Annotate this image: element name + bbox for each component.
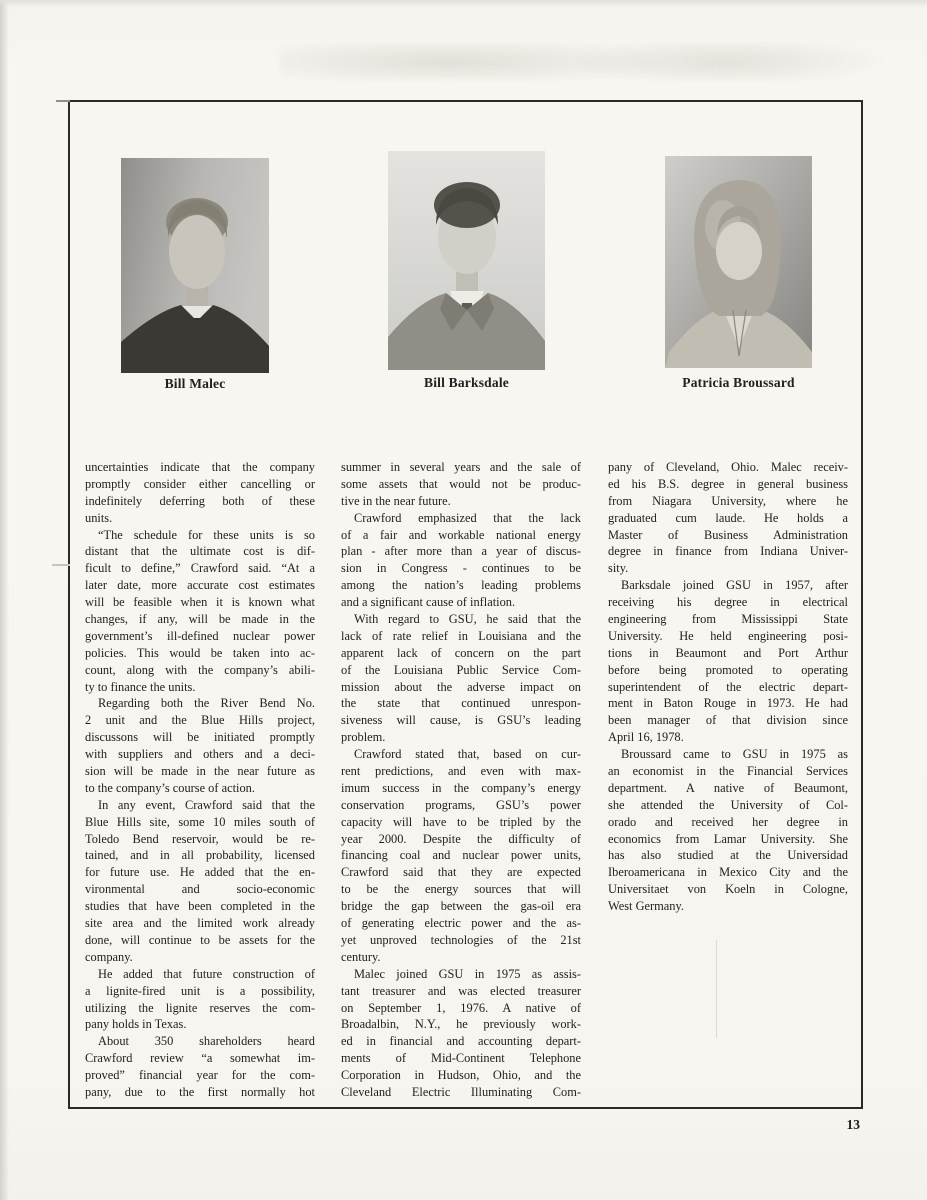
text-line: site area and the limited work already	[85, 916, 315, 931]
text-line: degree in finance from Indiana Univer-	[608, 544, 848, 559]
text-line: He added that future construction of	[98, 966, 315, 981]
text-line: problem.	[341, 730, 386, 745]
text-line: Toledo Bend reservoir, would be re-	[85, 831, 315, 846]
text-line: count, along with the company’s abili-	[85, 662, 315, 677]
text-line: 2 unit and the Blue Hills project,	[85, 713, 315, 728]
text-line: mission about the adverse impact on	[341, 679, 581, 694]
portrait-photo	[121, 158, 269, 373]
text-line: a lignite-fired unit is a possibility,	[85, 983, 315, 998]
text-line: conservation programs, GSU’s power	[341, 797, 581, 812]
bleed-through-smudge	[280, 44, 880, 80]
text-line: pany holds in Texas.	[85, 1017, 187, 1032]
text-line: Corporation in Hudson, Ohio, and the	[341, 1068, 581, 1083]
text-line: ficult to define,” Crawford said. “At a	[85, 561, 315, 576]
text-line: pany, due to the first normally hot	[85, 1084, 315, 1099]
text-line: she attended the University of Col-	[608, 797, 848, 812]
text-line: Broussard came to GSU in 1975 as	[621, 747, 848, 762]
text-line: on September 1, 1976. A native of	[341, 1000, 581, 1015]
text-column-1	[85, 459, 315, 1101]
text-line: apparent lack of concern on the part	[341, 645, 581, 660]
text-line: an economist in the Financial Services	[608, 764, 848, 779]
text-line: studies that have been completed in the	[85, 899, 315, 914]
text-line: for future use. He added that the en-	[85, 865, 315, 880]
text-line: tions in Beaumont and Port Arthur	[608, 645, 848, 660]
text-line: capacity will have to be tripled by the	[341, 814, 581, 829]
text-line: some assets that would not be produc-	[341, 476, 581, 491]
text-line: of the Louisiana Public Service Com-	[341, 662, 581, 677]
text-line: Crawford review “a somewhat im-	[85, 1051, 315, 1066]
text-line: ments of Mid-Continent Telephone	[341, 1051, 581, 1066]
text-line: ed his B.S. degree in general business	[608, 476, 848, 491]
text-line: Iberoamericana in Mexico City and the	[608, 865, 848, 880]
text-line: with suppliers and others and a deci-	[85, 747, 315, 762]
text-line: University. He held engineering posi-	[608, 628, 848, 643]
text-line: sion will be made in the near future as	[85, 764, 315, 779]
text-line: been manager of that division since	[608, 713, 848, 728]
text-line: Crawford said that they are expected	[341, 865, 581, 880]
photo-caption: Bill Barksdale	[424, 375, 509, 390]
text-column-2	[341, 459, 581, 1101]
content-border-box	[68, 100, 863, 1109]
text-line: siveness will cause, is GSU’s leading	[341, 713, 581, 728]
text-line: sity.	[608, 561, 629, 576]
text-line: discussons will be initiated promptly	[85, 730, 315, 745]
scan-artifact-tick	[56, 100, 70, 102]
text-line: to the company’s course of action.	[85, 780, 255, 795]
text-line: About 350 shareholders heard	[98, 1034, 315, 1049]
photo-caption: Patricia Broussard	[682, 375, 795, 390]
text-line: Master of Business Administration	[608, 527, 848, 542]
text-line: Malec joined GSU in 1975 as assis-	[354, 966, 581, 981]
text-line: In any event, Crawford said that the	[98, 797, 315, 812]
text-line: among the nation’s leading problems	[341, 578, 581, 593]
text-line: vironmental and socio-economic	[85, 882, 315, 897]
text-line: With regard to GSU, he said that the	[354, 612, 581, 627]
photo-caption: Bill Malec	[164, 376, 226, 391]
text-line: Broadalbin, N.Y., he previously work-	[341, 1017, 581, 1032]
scan-edge-shadow-left	[0, 0, 9, 1200]
text-line: distant that the ultimate cost is dif-	[85, 544, 315, 559]
text-line: from Niagara University, where he	[608, 493, 848, 508]
text-line: summer in several years and the sale of	[341, 460, 581, 474]
scan-edge-shadow-top	[0, 0, 927, 7]
text-line: Regarding both the River Bend No.	[98, 696, 315, 711]
text-line: lack of rate relief in Louisiana and the	[341, 628, 581, 643]
text-line: units.	[85, 510, 113, 525]
text-line: imum success in the company’s energy	[341, 780, 581, 795]
text-line: the state that continued unrespon-	[341, 696, 581, 711]
scan-artifact-tick	[52, 564, 70, 566]
text-line: done, will continue to be assets for the	[85, 932, 315, 947]
text-line: year 2000. Despite the difficulty of	[341, 831, 581, 846]
portrait-photo	[665, 156, 812, 368]
portrait-bill-malec	[121, 158, 269, 391]
text-line: receiving his degree in electrical	[608, 595, 848, 610]
text-line: Universitaet von Koeln in Cologne,	[608, 882, 848, 897]
text-line: of a fair and workable national energy	[341, 527, 581, 542]
text-line: of generating electric power and the as-	[341, 916, 581, 931]
page-number: 13	[846, 1117, 860, 1132]
text-line: yet unproved technologies of the 21st	[341, 932, 581, 947]
text-line: orado and received her degree in	[608, 814, 848, 829]
text-line: sion in Congress - continues to be	[341, 561, 581, 576]
text-line: Crawford stated that, based on cur-	[354, 747, 581, 762]
portrait-bill-barksdale	[388, 151, 545, 390]
text-line: Barksdale joined GSU in 1957, after	[621, 578, 848, 593]
text-line: bridge the gap between the gas-oil era	[341, 899, 581, 914]
text-line: Blue Hills site, some 10 miles south of	[85, 814, 315, 829]
text-line: uncertainties indicate that the company	[85, 460, 315, 474]
text-line: department. A native of Beaumont,	[608, 780, 848, 795]
text-line: April 16, 1978.	[608, 730, 684, 745]
text-line: later date, more accurate cost estimates	[85, 578, 315, 593]
text-line: and a significant cause of inflation.	[341, 595, 516, 610]
text-line: promptly consider either cancelling or	[85, 476, 315, 491]
text-line: to be the energy sources that will	[341, 882, 581, 897]
text-line: ty to finance the units.	[85, 679, 196, 694]
text-line: utilizing the lignite reserves the com-	[85, 1000, 315, 1015]
text-line: will be feasible when it is known what	[85, 595, 315, 610]
scan-artifact-scratch	[716, 940, 717, 1038]
text-line: financing coal and nuclear power units,	[341, 848, 581, 863]
text-line: Cleveland Electric Illuminating Com-	[341, 1084, 581, 1099]
text-column-3	[608, 459, 848, 915]
portrait-patricia-broussard	[665, 156, 812, 390]
text-line: ment in Baton Rouge in 1973. He had	[608, 696, 848, 711]
text-line: government’s ill-defined nuclear power	[85, 628, 315, 643]
portrait-photo	[388, 151, 545, 370]
text-line: plan - after more than a year of discus-	[341, 544, 581, 559]
text-line: tant treasurer and was elected treasurer	[341, 983, 581, 998]
text-line: before being promoted to operating	[608, 662, 848, 677]
text-line: “The schedule for these units is so	[98, 527, 315, 542]
text-line: proved” financial year for the com-	[85, 1068, 315, 1083]
text-line: pany of Cleveland, Ohio. Malec receiv-	[608, 460, 848, 474]
text-line: economics from Lamar University. She	[608, 831, 848, 846]
text-line: tained, and in all probability, licensed	[85, 848, 315, 863]
text-line: company.	[85, 949, 133, 964]
text-line: changes, if any, will be made in the	[85, 612, 315, 627]
text-line: West Germany.	[608, 899, 684, 914]
text-line: Crawford emphasized that the lack	[354, 510, 581, 525]
text-line: century.	[341, 949, 381, 964]
text-line: tive in the near future.	[341, 493, 451, 508]
text-line: graduated cum laude. He holds a	[608, 510, 848, 525]
text-line: indefinitely deferring both of these	[85, 493, 315, 508]
text-line: ed in financial and accounting depart-	[341, 1034, 581, 1049]
text-line: has also studied at the Universidad	[608, 848, 848, 863]
text-line: engineering from Mississippi State	[608, 612, 848, 627]
text-line: rent predictions, and even with max-	[341, 764, 581, 779]
text-line: policies. This would be taken into ac-	[85, 645, 315, 660]
text-line: superintendent of the electric depart-	[608, 679, 848, 694]
